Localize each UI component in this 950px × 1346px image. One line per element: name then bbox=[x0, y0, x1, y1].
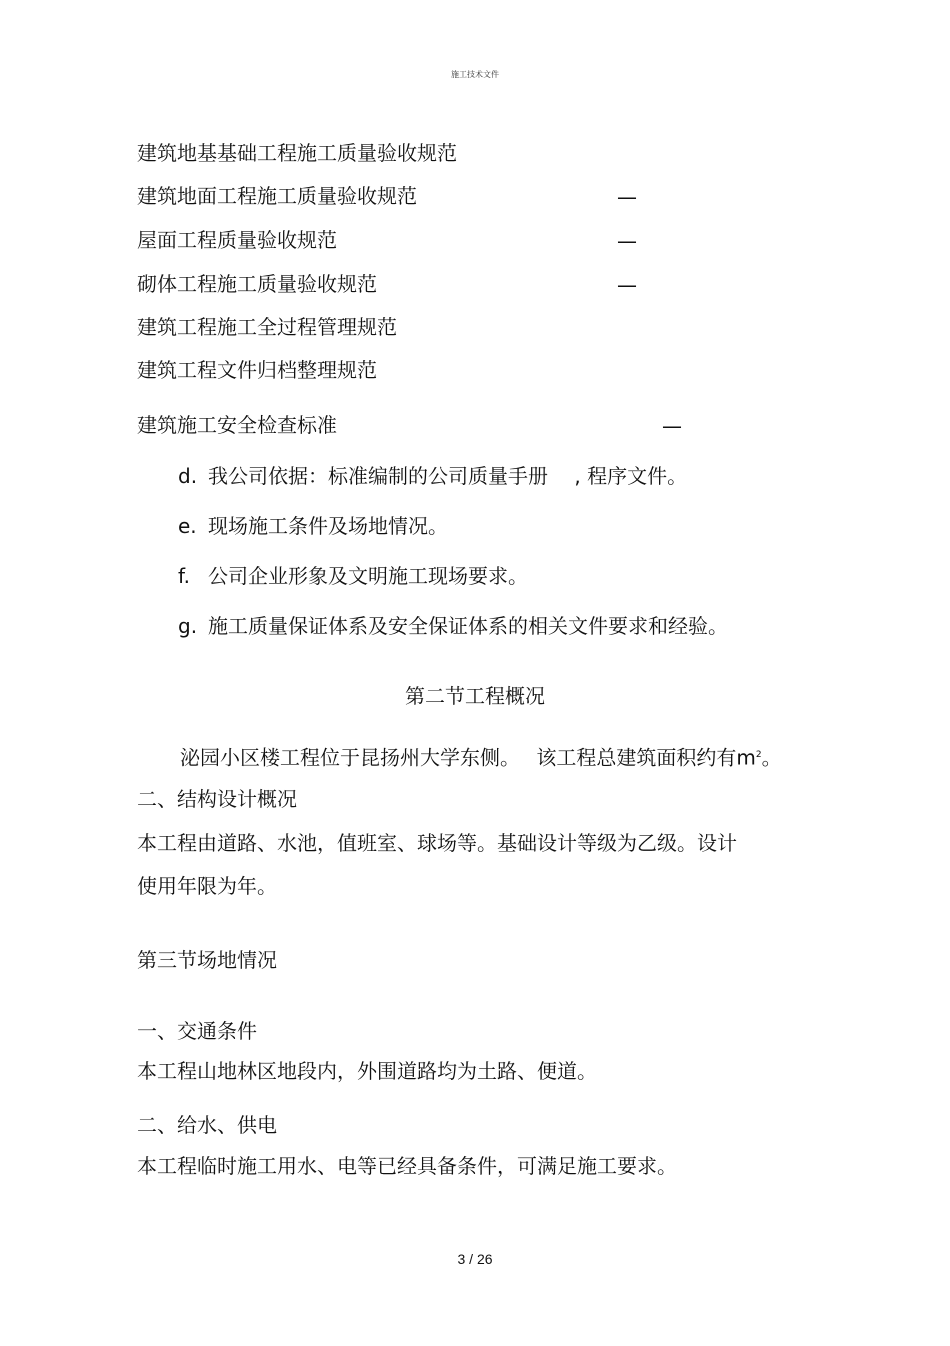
standard-item: 建筑地面工程施工质量验收规范 bbox=[137, 184, 417, 208]
basis-text: 公司企业形象及文明施工现场要求。 bbox=[208, 564, 528, 588]
standard-item: 砌体工程施工质量验收规范 bbox=[137, 272, 377, 296]
basis-item bbox=[178, 614, 728, 638]
basis-item bbox=[178, 464, 687, 488]
basis-label: g. bbox=[178, 614, 198, 638]
basis-text: 现场施工条件及场地情况。 bbox=[208, 514, 448, 538]
water-power-heading: 二、给水、供电 bbox=[137, 1113, 277, 1137]
page-header: 施工技术文件 bbox=[451, 70, 499, 79]
standard-dash: — bbox=[617, 273, 637, 297]
structure-heading: 二、结构设计概况 bbox=[137, 787, 297, 811]
standard-dash: — bbox=[617, 185, 637, 209]
section2-title: 第二节工程概况 bbox=[405, 684, 545, 708]
section3-title: 第三节场地情况 bbox=[137, 948, 277, 972]
page-number: 3 / 26 bbox=[457, 1251, 493, 1267]
standard-item: 屋面工程质量验收规范 bbox=[137, 228, 337, 252]
basis-label: e. bbox=[178, 514, 197, 538]
standard-dash: — bbox=[617, 229, 637, 253]
basis-item bbox=[178, 514, 448, 538]
project-intro-end: 。 bbox=[761, 745, 782, 770]
project-intro-text: 泌园小区楼工程位于昆扬州大学东侧。 该工程总建筑面积约有m bbox=[180, 745, 756, 770]
basis-item bbox=[178, 564, 528, 588]
standard-item: 建筑工程文件归档整理规范 bbox=[137, 358, 377, 382]
standard-dash: — bbox=[662, 414, 682, 438]
structure-text-line2: 使用年限为年。 bbox=[137, 874, 277, 898]
basis-text: 我公司依据：标准编制的公司质量手册 , 程序文件。 bbox=[208, 464, 688, 488]
standard-item: 建筑施工安全检查标准 bbox=[137, 413, 337, 437]
basis-label: f. bbox=[178, 564, 190, 588]
traffic-heading: 一、交通条件 bbox=[137, 1019, 257, 1043]
project-intro bbox=[180, 743, 782, 770]
basis-label: d. bbox=[178, 464, 198, 488]
water-power-text: 本工程临时施工用水、电等已经具备条件，可满足施工要求。 bbox=[137, 1154, 677, 1178]
traffic-text: 本工程山地林区地段内，外围道路均为土路、便道。 bbox=[137, 1059, 597, 1083]
basis-text: 施工质量保证体系及安全保证体系的相关文件要求和经验。 bbox=[208, 614, 728, 638]
standard-item: 建筑工程施工全过程管理规范 bbox=[137, 315, 397, 339]
structure-text-line1: 本工程由道路、水池，值班室、球场等。基础设计等级为乙级。设计 bbox=[137, 831, 737, 855]
area-unit-sup: 2 bbox=[755, 750, 762, 760]
standard-item: 建筑地基基础工程施工质量验收规范 bbox=[137, 141, 457, 165]
